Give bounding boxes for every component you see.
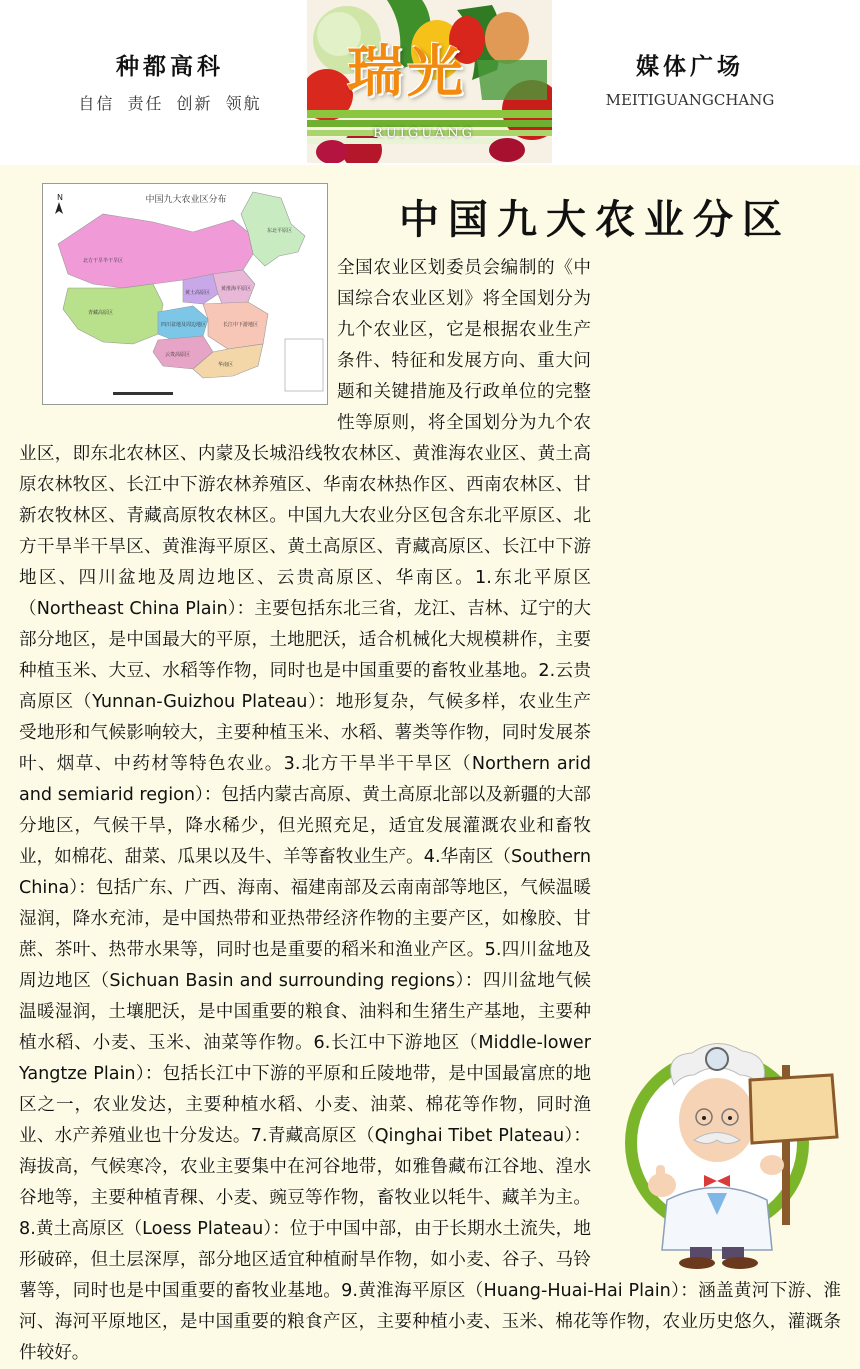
- map-title: 中国九大农业区分布: [145, 195, 227, 205]
- svg-text:云贵高原区: 云贵高原区: [165, 352, 191, 358]
- svg-text:华南区: 华南区: [218, 362, 234, 368]
- svg-text:黄土高原区: 黄土高原区: [185, 290, 211, 296]
- doctor-mascot-illustration: [622, 1025, 847, 1270]
- brand-title-right: 媒体广场: [636, 53, 744, 80]
- logo-vegetables-image: [307, 0, 552, 163]
- logo-subtext: RUIGUANG: [373, 126, 475, 141]
- brand-title-left: 种都高科: [116, 53, 224, 80]
- logo-text: 瑞光: [347, 39, 467, 105]
- svg-text:北方干旱半干旱区: 北方干旱半干旱区: [83, 258, 124, 264]
- brand-right: [590, 48, 790, 109]
- brand-slogan: 自信 责任 创新 领航: [78, 94, 262, 113]
- header: [0, 0, 860, 165]
- brand-left: [60, 48, 280, 114]
- page-title: 中国九大农业分区: [399, 196, 791, 243]
- north-arrow-icon: [55, 202, 63, 214]
- svg-text:长江中下游地区: 长江中下游地区: [223, 322, 259, 328]
- map-spacer: [19, 253, 337, 438]
- svg-text:黄淮海平原区: 黄淮海平原区: [221, 286, 252, 292]
- svg-text:东北平原区: 东北平原区: [267, 228, 293, 234]
- article-body-text: 全国农业区划委员会编制的《中国综合农业区划》将全国划分为九个农业区，它是根据农业生产条件、特征和发展方向、重大问题和关键措施及行政单位的完整性等原则，将全国划分为九个农业区，即东北农林区、内蒙及长城沿线牧农林区、黄淮海农业区、黄土高原农林牧区、长江中下游农林养殖区、华南农林热作区、西南农林区、甘新农牧林区、青藏高原牧农林区。中国九大农业分区包含东北平原区、北方干旱半干旱区、黄淮海平原区、黄土高原区、青藏高原区、长江中下游地区、四川盆地及周边地区、云贵高原区、华南区。1.东北平原区（Northeast China Plain）：主要包括东北三省，龙江、吉林、辽宁的大部分地区，是中国最大的平原，土地肥沃，适合机械化大规模耕作，主要种植玉米、大豆、水稻等作物，同时也是中国重要的畜牧业基地。2.云贵高原区（Yunnan-Guizhou Plateau）：地形复杂，气候多样，农业生产受地形和气候影响较大，主要种植玉米、水稻、薯类等作物，同时发展茶叶、烟草、中药材等特色农业。3.北方干旱半干旱区（Northern arid and semiarid region）：包括内蒙古高原、黄土高原北部以及新疆的大部分地区，气候干旱，降水稀少，但光照充足，适宜发展灌溉农业和畜牧业，如棉花、甜菜、瓜果以及牛、羊等畜牧业生产。4.华南区（Southern China）：包括广东、广西、海南、福建南部及云南南部等地区，气候温暖湿润，降水充沛，是中国热带和亚热带经济作物的主要产区，如橡胶、甘蔗、茶叶、热带水果等，同时也是重要的稻米和渔业产区。5.四川盆地及周边地区（Sichuan Basin and surrounding regions）：四川盆地气候温暖湿润，土壤肥沃，是中国重要的粮食、油料和生猪生产基地，主要种植水稻、小麦、玉米、油菜等作物。6.长江中下游地区（Middle-lower Yangtze Plain）：包括长江中下游的平原和丘陵地带，是中国最富庶的地区之一，农业发达，主要种植水稻、小麦、油菜、棉花等作物，同时渔业、水产养殖业也十分发达。7.青藏高原区（Qinghai Tibet Plateau）：海拔高，气候寒冷，农业主要集中在河谷地带，如雅鲁藏布江谷地、湟水谷地等，主要种植青稞、小麦、豌豆等作物，畜牧业以牦牛、藏羊为主。8.黄土高原区（Loess Plateau）：位于中国中部，由于长期水土流失，地形破碎，但土层深厚，部分地区适宜种植耐旱作物，如小麦、谷子、马铃薯等，同时也是中国重要的畜牧业基地。9.黄淮海平原区（Huang-Huai-Hai Plain）：涵盖黄河下游、淮河、海河平原地区，是中国重要的粮食产区，主要种植小麦、玉米、棉花等作物，农业历史悠久，灌溉条件较好。: [19, 258, 841, 1363]
- brand-subtitle-right: MEITIGUANGCHANG: [605, 91, 775, 109]
- north-label: N: [57, 193, 63, 202]
- svg-text:青藏高原区: 青藏高原区: [88, 310, 114, 316]
- svg-text:四川盆地及周边地区: 四川盆地及周边地区: [161, 322, 207, 328]
